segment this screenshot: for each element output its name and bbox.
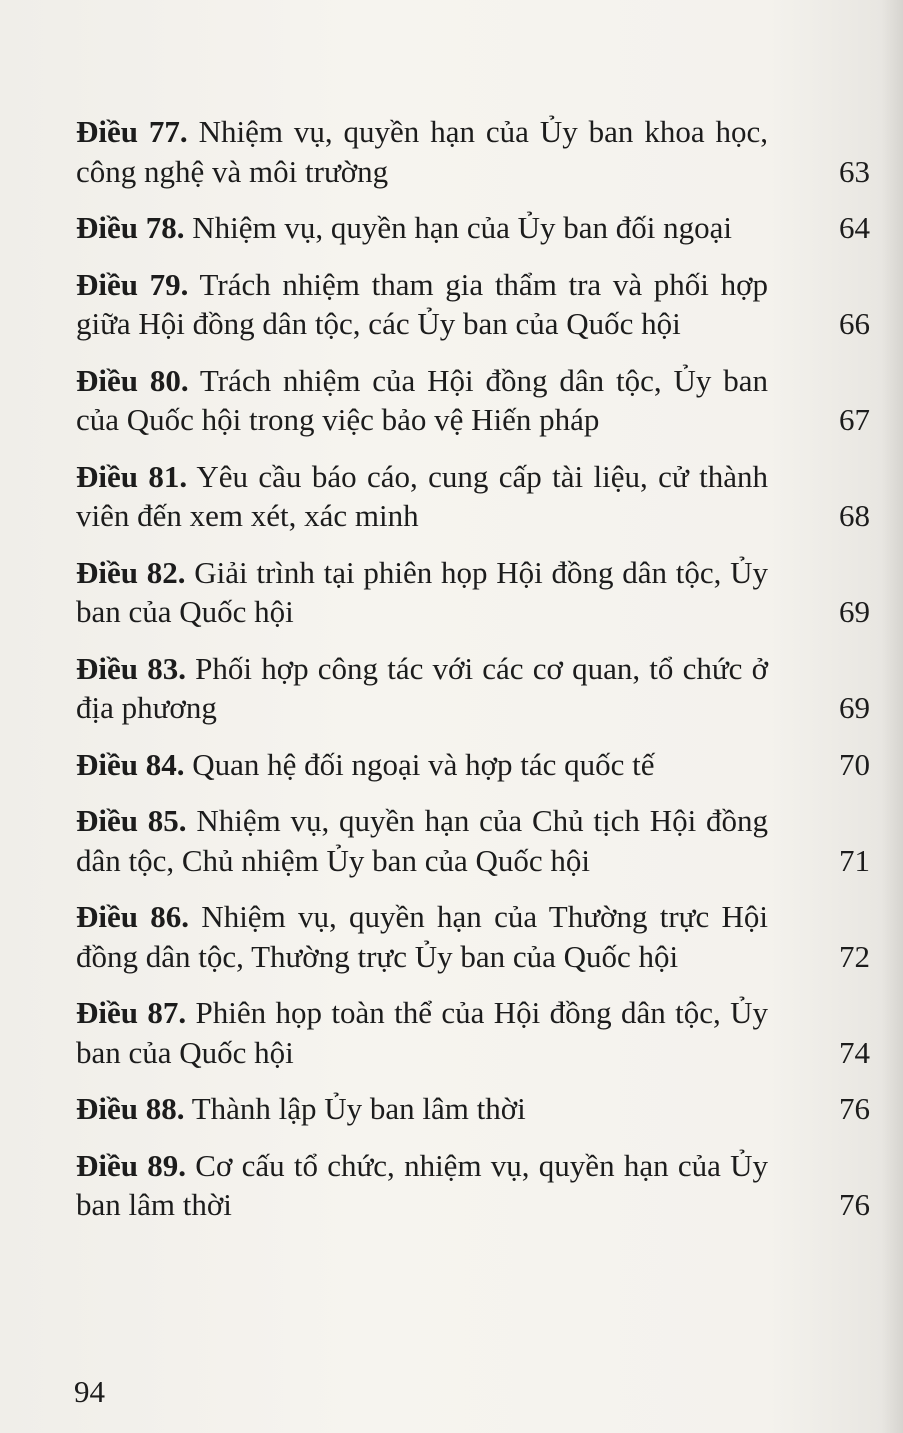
page-number: 94 [74, 1374, 105, 1409]
article-number: Điều 84. [76, 746, 185, 782]
page-edge-shadow [881, 0, 903, 1433]
article-text: Yêu cầu báo cáo, cung cấp tài liệu, cử thành viên đến xem xét, xác minh [76, 458, 768, 533]
toc-entry [76, 649, 876, 728]
article-text: Nhiệm vụ, quyền hạn của Chủ tịch Hội đồng dân tộc, Chủ nhiệm Ủy ban của Quốc hội [76, 803, 768, 878]
toc-entry [76, 1146, 876, 1225]
toc-entry [76, 457, 876, 536]
toc-entry [76, 112, 876, 191]
article-text: Trách nhiệm của Hội đồng dân tộc, Ủy ban của Quốc hội trong việc bảo vệ Hiến pháp [76, 362, 768, 437]
toc-entry-title [76, 112, 768, 191]
toc-entry-title [76, 553, 768, 632]
page-reference: 76 [839, 1187, 870, 1222]
page-reference: 71 [839, 842, 870, 878]
page-reference: 72 [839, 938, 870, 974]
article-number: Điều 85. [76, 803, 187, 838]
article-number: Điều 86. [76, 899, 190, 934]
toc-entry-title [76, 1089, 768, 1129]
article-number: Điều 83. [76, 650, 186, 686]
page-reference: 64 [839, 210, 870, 245]
toc-entry [76, 361, 876, 440]
toc-entry-title [76, 801, 768, 880]
article-text: Trách nhiệm tham gia thẩm tra và phối hợp giữa Hội đồng dân tộc, các Ủy ban của Quốc hội [76, 266, 768, 341]
article-number: Điều 81. [76, 458, 188, 494]
toc-entry-title [76, 208, 768, 248]
article-number: Điều 78. [76, 210, 185, 245]
toc-entry-title [76, 993, 768, 1072]
article-number: Điều 88. [76, 1091, 185, 1126]
article-number: Điều 79. [76, 266, 189, 302]
toc-entry [76, 1089, 876, 1129]
table-of-contents [76, 112, 876, 1242]
article-number: Điều 87. [76, 995, 187, 1030]
toc-entry [76, 897, 876, 976]
article-text: Phối hợp công tác với các cơ quan, tổ chức ở địa phương [76, 650, 768, 725]
article-text: Thành lập Ủy ban lâm thời [184, 1091, 526, 1126]
toc-entry [76, 745, 876, 785]
toc-entry-title [76, 457, 768, 536]
article-text: Nhiệm vụ, quyền hạn của Ủy ban đối ngoại [184, 210, 733, 245]
page-reference: 68 [839, 498, 870, 533]
page-reference: 74 [839, 1034, 870, 1070]
toc-entry [76, 993, 876, 1072]
toc-entry-title [76, 1146, 768, 1225]
article-text: Nhiệm vụ, quyền hạn của Ủy ban khoa học, công nghệ và môi trường [76, 114, 769, 189]
article-text: Nhiệm vụ, quyền hạn của Thường trực Hội đồng dân tộc, Thường trực Ủy ban của Quốc hội [76, 899, 768, 974]
page-reference: 69 [839, 690, 870, 725]
toc-entry [76, 801, 876, 880]
toc-entry-title [76, 649, 768, 728]
article-text: Giải trình tại phiên họp Hội đồng dân tộc, Ủy ban của Quốc hội [76, 554, 769, 629]
article-number: Điều 82. [76, 554, 186, 590]
article-text: Phiên họp toàn thể của Hội đồng dân tộc, Ủy ban của Quốc hội [76, 995, 768, 1070]
page-reference: 63 [839, 153, 870, 189]
page-reference: 67 [839, 402, 870, 437]
article-number: Điều 77. [76, 114, 188, 149]
toc-entry-title [76, 897, 768, 976]
article-text: Cơ cấu tổ chức, nhiệm vụ, quyền hạn của Ủy ban lâm thời [76, 1147, 769, 1222]
article-text: Quan hệ đối ngoại và hợp tác quốc tế [184, 746, 655, 782]
toc-entry-title [76, 745, 768, 785]
article-number: Điều 80. [76, 362, 189, 398]
page-reference: 66 [839, 306, 870, 341]
page-reference: 70 [839, 746, 870, 782]
article-number: Điều 89. [76, 1147, 187, 1183]
toc-entry [76, 208, 876, 248]
toc-entry-title [76, 265, 768, 344]
page-reference: 76 [839, 1091, 870, 1126]
toc-entry-title [76, 361, 768, 440]
page-reference: 69 [839, 594, 870, 629]
toc-entry [76, 553, 876, 632]
toc-entry [76, 265, 876, 344]
